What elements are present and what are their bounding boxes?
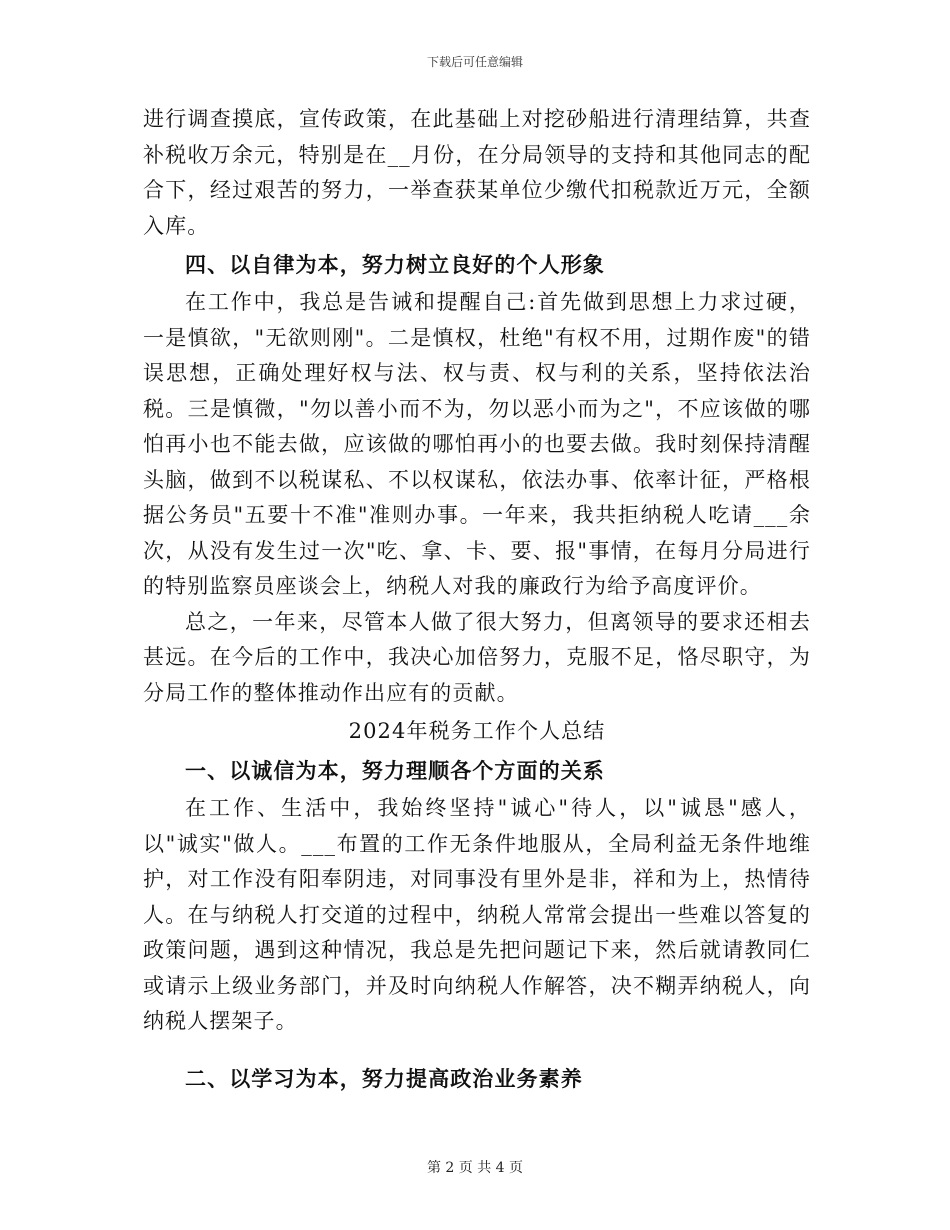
document-body bbox=[143, 102, 811, 1099]
paragraph-continued: 进行调查摸底，宣传政策，在此基础上对挖砂船进行清理结算，共查补税收万余元，特别是在__月份，在分局领导的支持和其他同志的配合下，经过艰苦的努力，一举查获某单位少缴代扣税款近万元，全额入库。 bbox=[143, 107, 811, 238]
spacer bbox=[143, 1040, 811, 1058]
section-heading-4: 四、以自律为本，努力树立良好的个人形象 bbox=[185, 252, 605, 277]
page-footer: 第 2 页 共 4 页 bbox=[426, 1160, 524, 1176]
paragraph-conclusion: 总之，一年来，尽管本人做了很大努力，但离领导的要求还相去甚远。在今后的工作中，我决心加倍努力，克服不足，恪尽职守，为分局工作的整体推动作出应有的贡献。 bbox=[143, 609, 811, 705]
paragraph-integrity: 在工作、生活中，我始终坚持"诚心"待人，以"诚恳"感人，以"诚实"做人。___布置的工作无条件地服从，全局利益无条件地维护，对工作没有阳奉阴违，对同事没有里外是非，祥和为上，热情待人。在与纳税人打交道的过程中，纳税人常常会提出一些难以答复的政策问题，遇到这种情况，我总是先把问题记下来，然后就请教同仁或请示上级业务部门，并及时向纳税人作解答，决不糊弄纳税人，向纳税人摆架子。 bbox=[143, 796, 811, 1033]
page-header: 下载后可任意编辑 bbox=[426, 55, 523, 69]
section-heading-2: 二、以学习为本，努力提高政治业务素养 bbox=[185, 1065, 583, 1091]
section-heading-1: 一、以诚信为本，努力理顺各个方面的关系 bbox=[185, 758, 605, 783]
document-title: 2024年税务工作个人总结 bbox=[348, 719, 606, 743]
paragraph-self-discipline: 在工作中，我总是告诫和提醒自己:首先做到思想上力求过硬，一是慎欲，"无欲则刚"。二是慎权，杜绝"有权不用，过期作废"的错误思想，正确处理好权与法、权与责、权与利的关系，坚持依法治税。三是慎微，"勿以善小而不为，勿以恶小而为之"，不应该做的哪怕再小也不能去做，应该做的哪怕再小的也要去做。我时刻保持清醒头脑，做到不以税谋私、不以权谋私，依法办事、依率计征，严格根据公务员"五要十不准"准则办事。一年来，我共拒纳税人吃请___余次，从没有发生过一次"吃、拿、卡、要、报"事情，在每月分局进行的特别监察员座谈会上，纳税人对我的廉政行为给予高度评价。 bbox=[143, 290, 811, 598]
